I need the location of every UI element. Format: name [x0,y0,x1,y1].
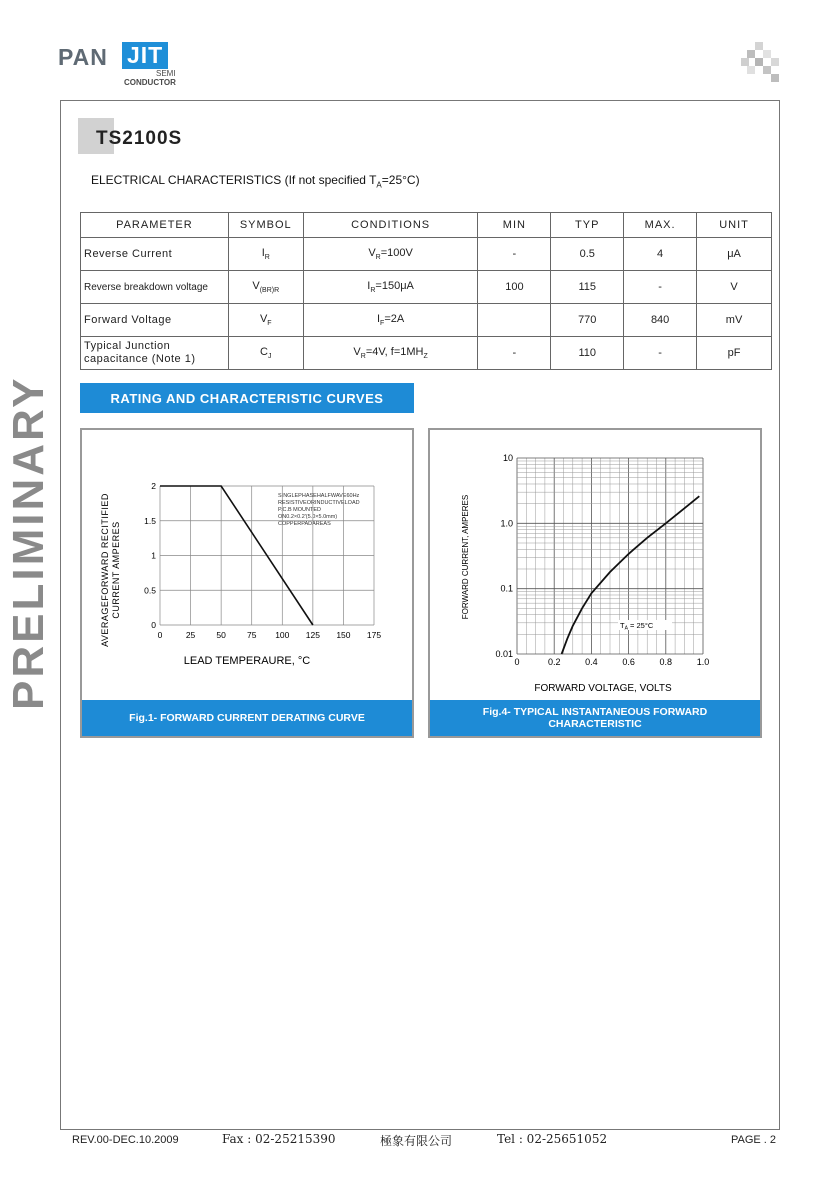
cond-sub: R [375,254,381,262]
logo-jit-text: JIT [122,42,168,69]
annot-end: = 25°C [627,621,654,630]
row-conditions [303,337,478,370]
cond-sub: R [360,353,366,361]
table-row [81,304,772,337]
header-parameter: PARAMETER [81,213,229,238]
logo-pan-text: PAN [58,44,108,70]
row-symbol [228,304,303,337]
symbol-sub: R [264,254,270,262]
symbol-sub: F [267,320,272,328]
company-logo [58,40,198,90]
cond-end: =2A [384,312,405,325]
row-parameter [81,337,229,370]
logo-semi-text: SEMI [156,69,176,78]
row-max: - [624,271,697,304]
fig1-y-tick-label: 0.5 [144,585,156,596]
row-symbol [228,238,303,271]
cond-main: I [376,312,381,325]
cond-sub: F [380,320,385,328]
fig4-x-tick-label: 0.2 [547,657,561,667]
cond-end: =4V, f=1MH [365,345,424,358]
fig1-y-tick-label: 1.5 [144,515,156,526]
row-unit: mV [697,304,772,337]
row-min [478,304,551,337]
row-parameter: Reverse Current [81,238,229,271]
fig1-note: SINGLEPHASEHALFWAVE60Hz [278,493,360,499]
preliminary-watermark: PRELIMINARY [4,375,53,710]
fig1-note: P.C.B MOUNTED [278,507,321,513]
fig1-x-tick-label: 175 [366,630,382,640]
row-conditions [303,238,478,271]
header-max: MAX. [624,213,697,238]
cond-end: =100V [380,246,413,259]
cond-end-sub: Z [423,353,428,361]
fig1-note: ON0.2×0.2'(5.0×5.0mm) [278,514,338,520]
param-line-1: Typical Junction [84,340,171,352]
annot-sub: A [624,625,628,632]
fig1-x-tick-label: 100 [275,630,290,640]
fig4-chart [430,430,760,700]
fig4-x-tick-label: 0.8 [659,657,673,667]
row-min: 100 [478,271,551,304]
header-conditions: CONDITIONS [303,213,478,238]
cond-main: I [367,279,371,292]
fig1-x-tick-label: 75 [246,630,257,640]
param-line-2: capacitance (Note 1) [84,353,196,365]
section-banner: RATING AND CHARACTERISTIC CURVES [80,383,414,413]
row-unit: μA [697,238,772,271]
fig4-caption [430,700,760,736]
cond-end: =150μA [375,279,414,292]
fig1-note: RESISTIVEORINDUCTIVELOAD [278,500,360,506]
electrical-heading-end: =25°C) [381,173,420,187]
fig4-xlabel: FORWARD VOLTAGE, VOLTS [534,683,672,694]
footer-fax: Fax : 02-25215390 [222,1132,336,1146]
row-parameter: Forward Voltage [81,304,229,337]
fig1-panel [80,428,414,738]
electrical-characteristics-table [80,212,772,370]
footer-page-number: PAGE . 2 [731,1134,777,1146]
table-header-row [81,213,772,238]
footer-tel: Tel : 02-25651052 [497,1132,608,1146]
row-max: - [624,337,697,370]
fig1-ylabel: AVERAGEFORWARD RECITIFIEDCURRENT AMPERES [100,493,121,647]
fig1-x-tick-label: 25 [185,630,196,640]
symbol-main: V [259,312,268,325]
fig1-x-tick-label: 0 [157,630,163,640]
fig4-x-tick-label: 0.6 [622,657,635,667]
fig4-x-tick-label: 1.0 [696,657,710,667]
corner-pattern-icon [741,42,781,82]
fig4-y-tick-label: 0.1 [500,583,513,594]
row-typ: 770 [551,304,624,337]
electrical-heading-sub: A [376,180,382,190]
row-min: - [478,337,551,370]
header-typ: TYP [551,213,624,238]
row-typ: 0.5 [551,238,624,271]
fig1-x-tick-label: 125 [305,630,320,640]
cond-sub: R [370,287,376,295]
symbol-sub: J [267,353,272,361]
electrical-heading-text: ELECTRICAL CHARACTERISTICS (If not specified T [91,173,377,187]
fig4-x-tick-label: 0 [514,657,520,667]
part-number-title: TS2100S [96,128,183,149]
row-unit: V [697,271,772,304]
row-unit: pF [697,337,772,370]
fig4-annotation [618,620,672,632]
row-typ: 115 [551,271,624,304]
fig4-caption-line1: Fig.4- TYPICAL INSTANTANEOUS FORWARD [482,706,708,718]
row-min: - [478,238,551,271]
fig4-x-tick-label: 0.4 [585,657,598,667]
logo-conductor-text: CONDUCTOR [124,78,176,87]
fig1-xlabel: LEAD TEMPERAURE, °C [183,655,311,667]
fig1-chart [82,430,412,700]
annot-main: T [620,621,625,630]
table-row [81,238,772,271]
fig1-y-tick-label: 0 [151,620,156,630]
fig4-y-tick-label: 10 [502,453,513,463]
cond-main: V [353,345,361,358]
row-symbol [228,271,303,304]
symbol-main: I [261,246,265,259]
footer-company: 極象有限公司 [380,1134,453,1148]
fig1-x-tick-label: 50 [216,630,226,640]
footer-revision: REV.00-DEC.10.2009 [72,1134,179,1146]
header-symbol: SYMBOL [228,213,303,238]
fig4-caption-line2: CHARACTERISTIC [548,718,642,730]
row-max: 4 [624,238,697,271]
fig1-note: COPPERPADAREAS [278,521,331,527]
header-unit: UNIT [697,213,772,238]
row-max: 840 [624,304,697,337]
cond-main: V [368,246,376,259]
table-row [81,271,772,304]
fig1-y-tick-label: 1 [151,550,156,561]
fig4-panel [428,428,762,738]
fig4-y-tick-label: 1.0 [500,518,513,529]
symbol-main: C [260,345,268,358]
row-symbol [228,337,303,370]
symbol-main: V [252,279,260,292]
header-min: MIN [478,213,551,238]
fig1-x-tick-label: 150 [336,630,351,640]
row-conditions [303,271,478,304]
fig4-ylabel: FORWARD CURRENT, AMPERES [461,494,470,620]
fig4-y-tick-label: 0.01 [495,649,513,659]
electrical-heading [91,173,420,189]
symbol-sub: (BR)R [259,287,280,295]
fig1-caption: Fig.1- FORWARD CURRENT DERATING CURVE [82,700,412,736]
row-typ: 110 [551,337,624,370]
table-row [81,337,772,370]
row-conditions [303,304,478,337]
fig1-y-tick-label: 2 [151,481,156,491]
row-parameter: Reverse breakdown voltage [81,271,229,304]
